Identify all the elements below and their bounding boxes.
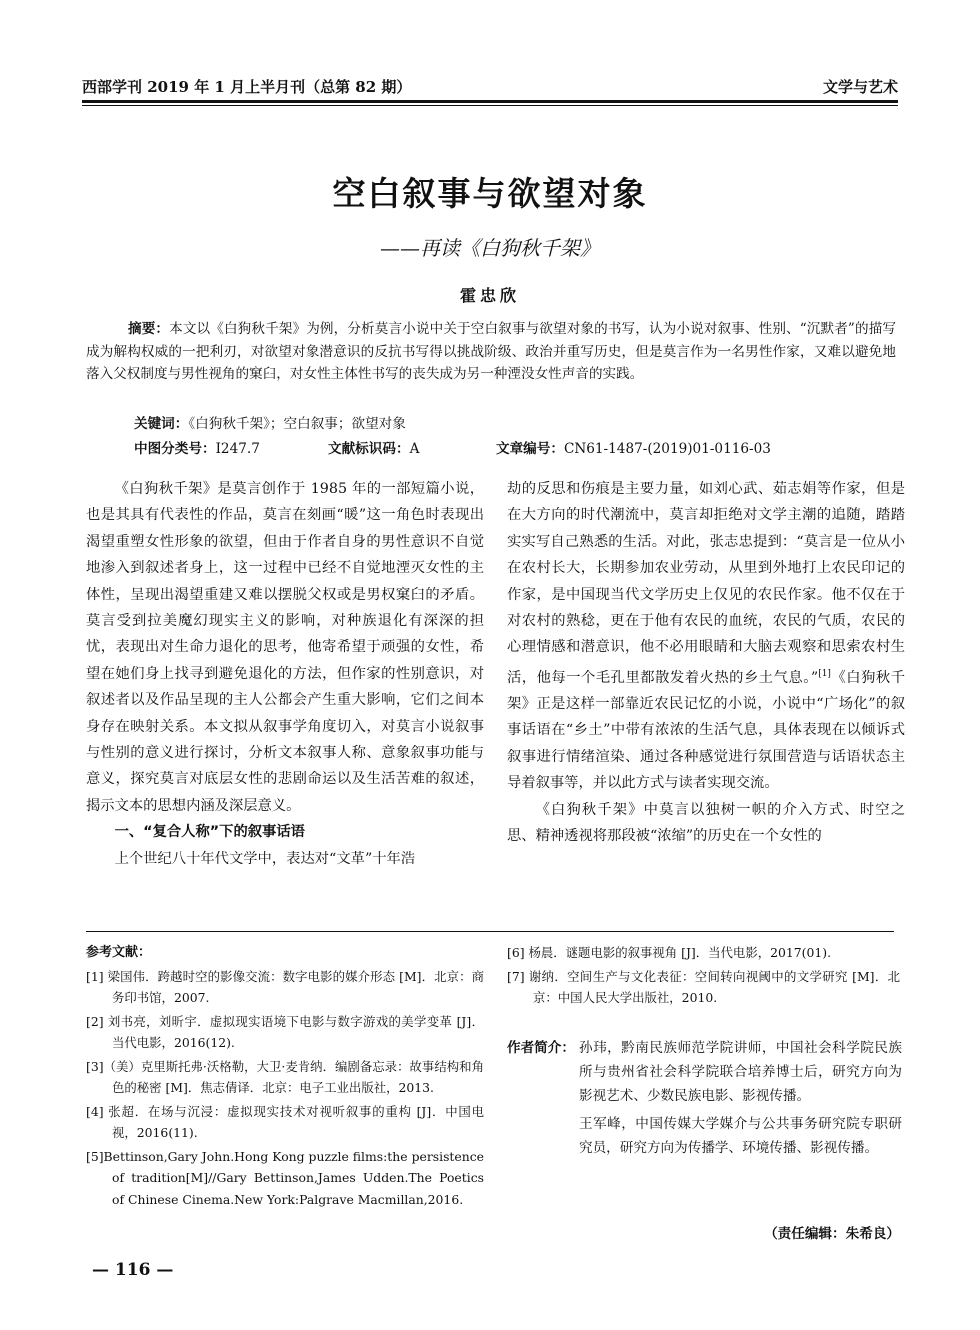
classification-row xyxy=(134,437,914,457)
body-paragraph-continued xyxy=(507,476,905,797)
body-text: 劫的反思和伤痕是主要力量，如刘心武、茹志娟等作家，但是在大方向的时代潮流中，莫言却拒绝对文学主潮的追随，踏踏实实写自己熟悉的生活。对此，张志忠提到：“莫言是一位从小在农村长大，长期参加农业劳动，从里到外地打上农民印记的作家，是中国现当代文学历史上仅见的农民作家。他不仅在于对农村的熟稔，更在于他有农民的血统，农民的气质，农民的心理情感和潜意识，他不必用眼睛和大脑去观察和思索农村生活，他每一个毛孔里都散发着火热的乡土气息。” xyxy=(507,481,905,686)
body-text: 《白狗秋千架》正是这样一部靠近农民记忆的小说，小说中“广场化”的叙事话语在“乡土”中带有浓浓的生活气息，具体表现在以倾诉式叙事进行情绪渲染、通过各种感觉进行氛围营造与话语状态主导着叙事等，并以此方式与读者实现交流。 xyxy=(507,669,905,792)
reference-item: [7] 谢纳．空间生产与文化表征：空间转向视阈中的文学研究 [M]．北京：中国人民大学出版社，2010. xyxy=(507,968,900,1005)
doc-value: A xyxy=(409,441,420,457)
art-label: 文章编号： xyxy=(496,441,564,457)
section-name: 文学与艺术 xyxy=(822,78,898,96)
author-bio xyxy=(507,1036,902,1160)
reference-item: [4] 张超．在场与沉浸：虚拟现实技术对视听叙事的重构 [J]．中国电视，2016(11). xyxy=(86,1103,484,1140)
bio-first xyxy=(507,1036,902,1108)
body-column-left xyxy=(86,476,484,872)
reference-item: [5]Bettinson,Gary John.Hong Kong puzzle films:the persistence of tradition[M]//Gary Bettinson,James Udden.The Poetics of Chinese Cinema.New York:Palgrave Macmillan,2016. xyxy=(86,1148,484,1207)
abstract xyxy=(86,318,896,386)
running-header xyxy=(82,76,898,100)
journal-name: 西部学刊 2019 年 1 月上半月刊（总第 82 期） xyxy=(82,78,412,96)
body-paragraph: 《白狗秋千架》是莫言创作于 1985 年的一部短篇小说，也是其具有代表性的作品，莫言在刻画“暖”这一角色时表现出渴望重塑女性形象的欲望，但由于作者自身的男性意识不自觉地渗入到叙述者身上，这一过程中已经不自觉地湮灭女性的主体性，呈现出渴望重建又难以摆脱父权或是男权窠臼的矛盾。莫言受到拉美魔幻现实主义的影响，对种族退化有深深的担忧，表现出对生命力退化的思考，他寄希望于顽强的女性，希望在她们身上找寻到避免退化的方法，但作家的性别意识，对叙述者以及作品呈现的主人公都会产生重大影响，它们之间本身存在映射关系。本文拟从叙事学角度切入，对莫言小说叙事与性别的意义进行探讨，分析文本叙事人称、意象叙事功能与意义，探究莫言对底层女性的悲剧命运以及生活苦难的叙述，揭示文本的思想内涵及深层意义。 xyxy=(86,481,484,814)
body-paragraph: 《白狗秋千架》中莫言以独树一帜的介入方式、时空之思、精神透视将那段被“浓缩”的历史在一个女性的 xyxy=(507,801,905,845)
reference-item: [2] 刘书亮，刘昕宇．虚拟现实语境下电影与数字游戏的美学变革 [J]．当代电影，2016(12). xyxy=(86,1013,484,1050)
abstract-label: 摘要： xyxy=(128,321,170,337)
clc-value: I247.7 xyxy=(215,441,260,457)
article-code xyxy=(496,437,771,457)
clc-code xyxy=(134,437,260,457)
reference-item: [3]（美）克里斯托弗·沃格勒，大卫·麦肯纳．编剧备忘录：故事结构和角色的秘密 [M]．焦志倩译．北京：电子工业出版社，2013. xyxy=(86,1058,484,1095)
article-title: 空白叙事与欲望对象 xyxy=(332,174,648,213)
article-subtitle: ——再读《白狗秋千架》 xyxy=(380,236,600,260)
art-value: CN61-1487-(2019)01-0116-03 xyxy=(563,441,771,457)
header-rule-thick xyxy=(82,100,898,103)
body-paragraph: 上个世纪八十年代文学中，表达对“文革”十年浩 xyxy=(114,850,416,867)
bio-second: 王军峰，中国传媒大学媒介与公共事务研究院专职研究员，研究方向为传播学、环境传播、影视传播。 xyxy=(579,1116,902,1156)
bio-text: 孙玮，黔南民族师范学院讲师，中国社会科学院民族所与贵州省社会科学院联合培养博士后，研究方向为影视艺术、少数民族电影、影视传播。 xyxy=(579,1040,902,1104)
body-column-right xyxy=(507,476,905,849)
header-rule-thin xyxy=(82,105,898,106)
page-number: — 116 — xyxy=(92,1260,174,1280)
reference-item: [1] 梁国伟．跨越时空的影像交流：数字电影的媒介形态 [M]．北京：商务印书馆，2007. xyxy=(86,968,484,1005)
bio-label: 作者简介： xyxy=(507,1040,575,1056)
abstract-text: 本文以《白狗秋千架》为例，分析莫言小说中关于空白叙事与欲望对象的书写，认为小说对叙事、性别、“沉默者”的描写成为解构权威的一把利刃，对欲望对象潜意识的反抗书写得以挑战阶级、政治并重写历史，但是莫言作为一名男性作家，又难以避免地落入父权制度与男性视角的窠臼，对女性主体性书写的丧失成为另一种湮没女性声音的实践。 xyxy=(86,321,897,382)
reference-item: [6] 杨晨．谜题电影的叙事视角 [J]．当代电影，2017(01). xyxy=(507,945,832,960)
article-author: 霍忠欣 xyxy=(459,286,520,305)
keywords-label: 关键词： xyxy=(134,416,189,432)
references-divider xyxy=(86,931,894,932)
clc-label: 中图分类号： xyxy=(134,441,216,457)
references-title: 参考文献： xyxy=(86,945,152,960)
references-left xyxy=(86,942,484,1212)
citation-mark: [1] xyxy=(818,668,831,679)
responsible-editor: （责任编辑：朱希良） xyxy=(764,1226,900,1242)
keywords-text: 《白狗秋千架》；空白叙事；欲望对象 xyxy=(188,416,406,432)
keywords xyxy=(134,412,406,432)
section-heading: 一、“复合人称”下的叙事话语 xyxy=(114,824,305,841)
doc-code xyxy=(328,437,419,457)
doc-label: 文献标识码： xyxy=(328,441,410,457)
references-right xyxy=(507,942,900,1011)
